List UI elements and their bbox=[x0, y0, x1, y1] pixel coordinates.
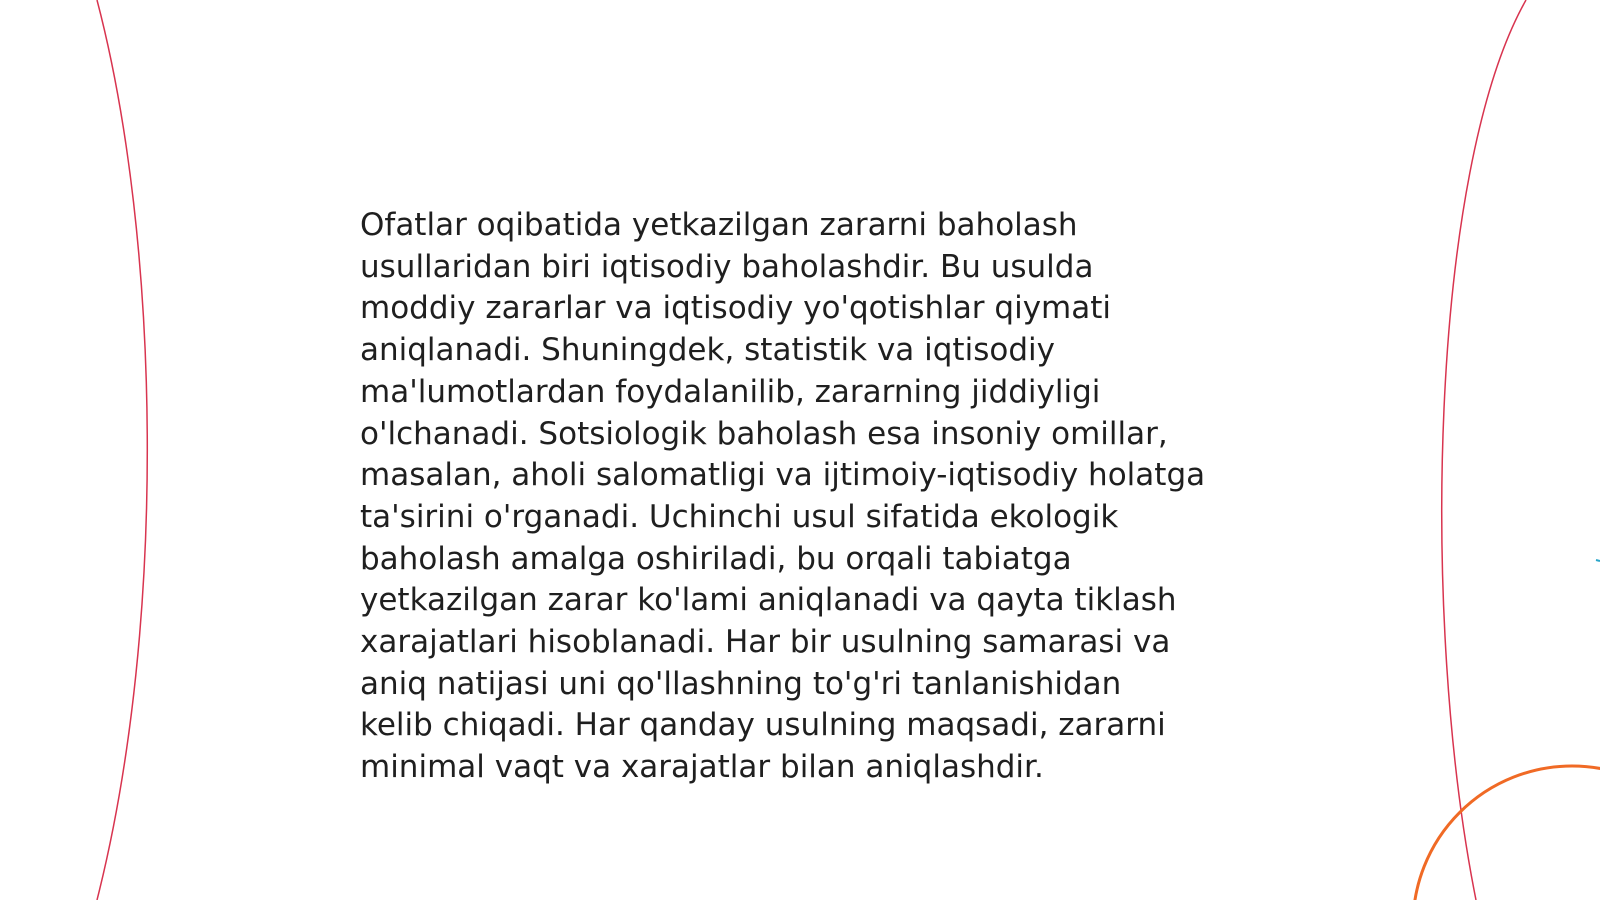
left-arc-line bbox=[97, 0, 147, 900]
edge-accent-mark bbox=[1596, 560, 1600, 561]
right-arc-line bbox=[1442, 0, 1526, 900]
corner-circle bbox=[1413, 766, 1600, 900]
body-paragraph: Ofatlar oqibatida yetkazilgan zararni baholash usullaridan biri iqtisodiy baholashdir. Bu usulda moddiy zararlar va iqtisodiy yo'qotishlar qiymati aniqlanadi. Shuningdek, statistik va iqtisodiy ma'lumotlardan foydalanilib, zararning jiddiyligi o'lchanadi. Sotsiologik baholash esa insoniy omillar, masalan, aholi salomatligi va ijtimoiy-iqtisodiy holatga ta'sirini o'rganadi. Uchinchi usul sifatida ekologik baholash amalga oshiriladi, bu orqali tabiatga yetkazilgan zarar ko'lami aniqlanadi va qayta tiklash xarajatlari hisoblanadi. Har bir usulning samarasi va aniq natijasi uni qo'llashning to'g'ri tanlanishidan kelib chiqadi. Har qanday usulning maqsadi, zararni minimal vaqt va xarajatlar bilan aniqlashdir. bbox=[360, 207, 1206, 786]
